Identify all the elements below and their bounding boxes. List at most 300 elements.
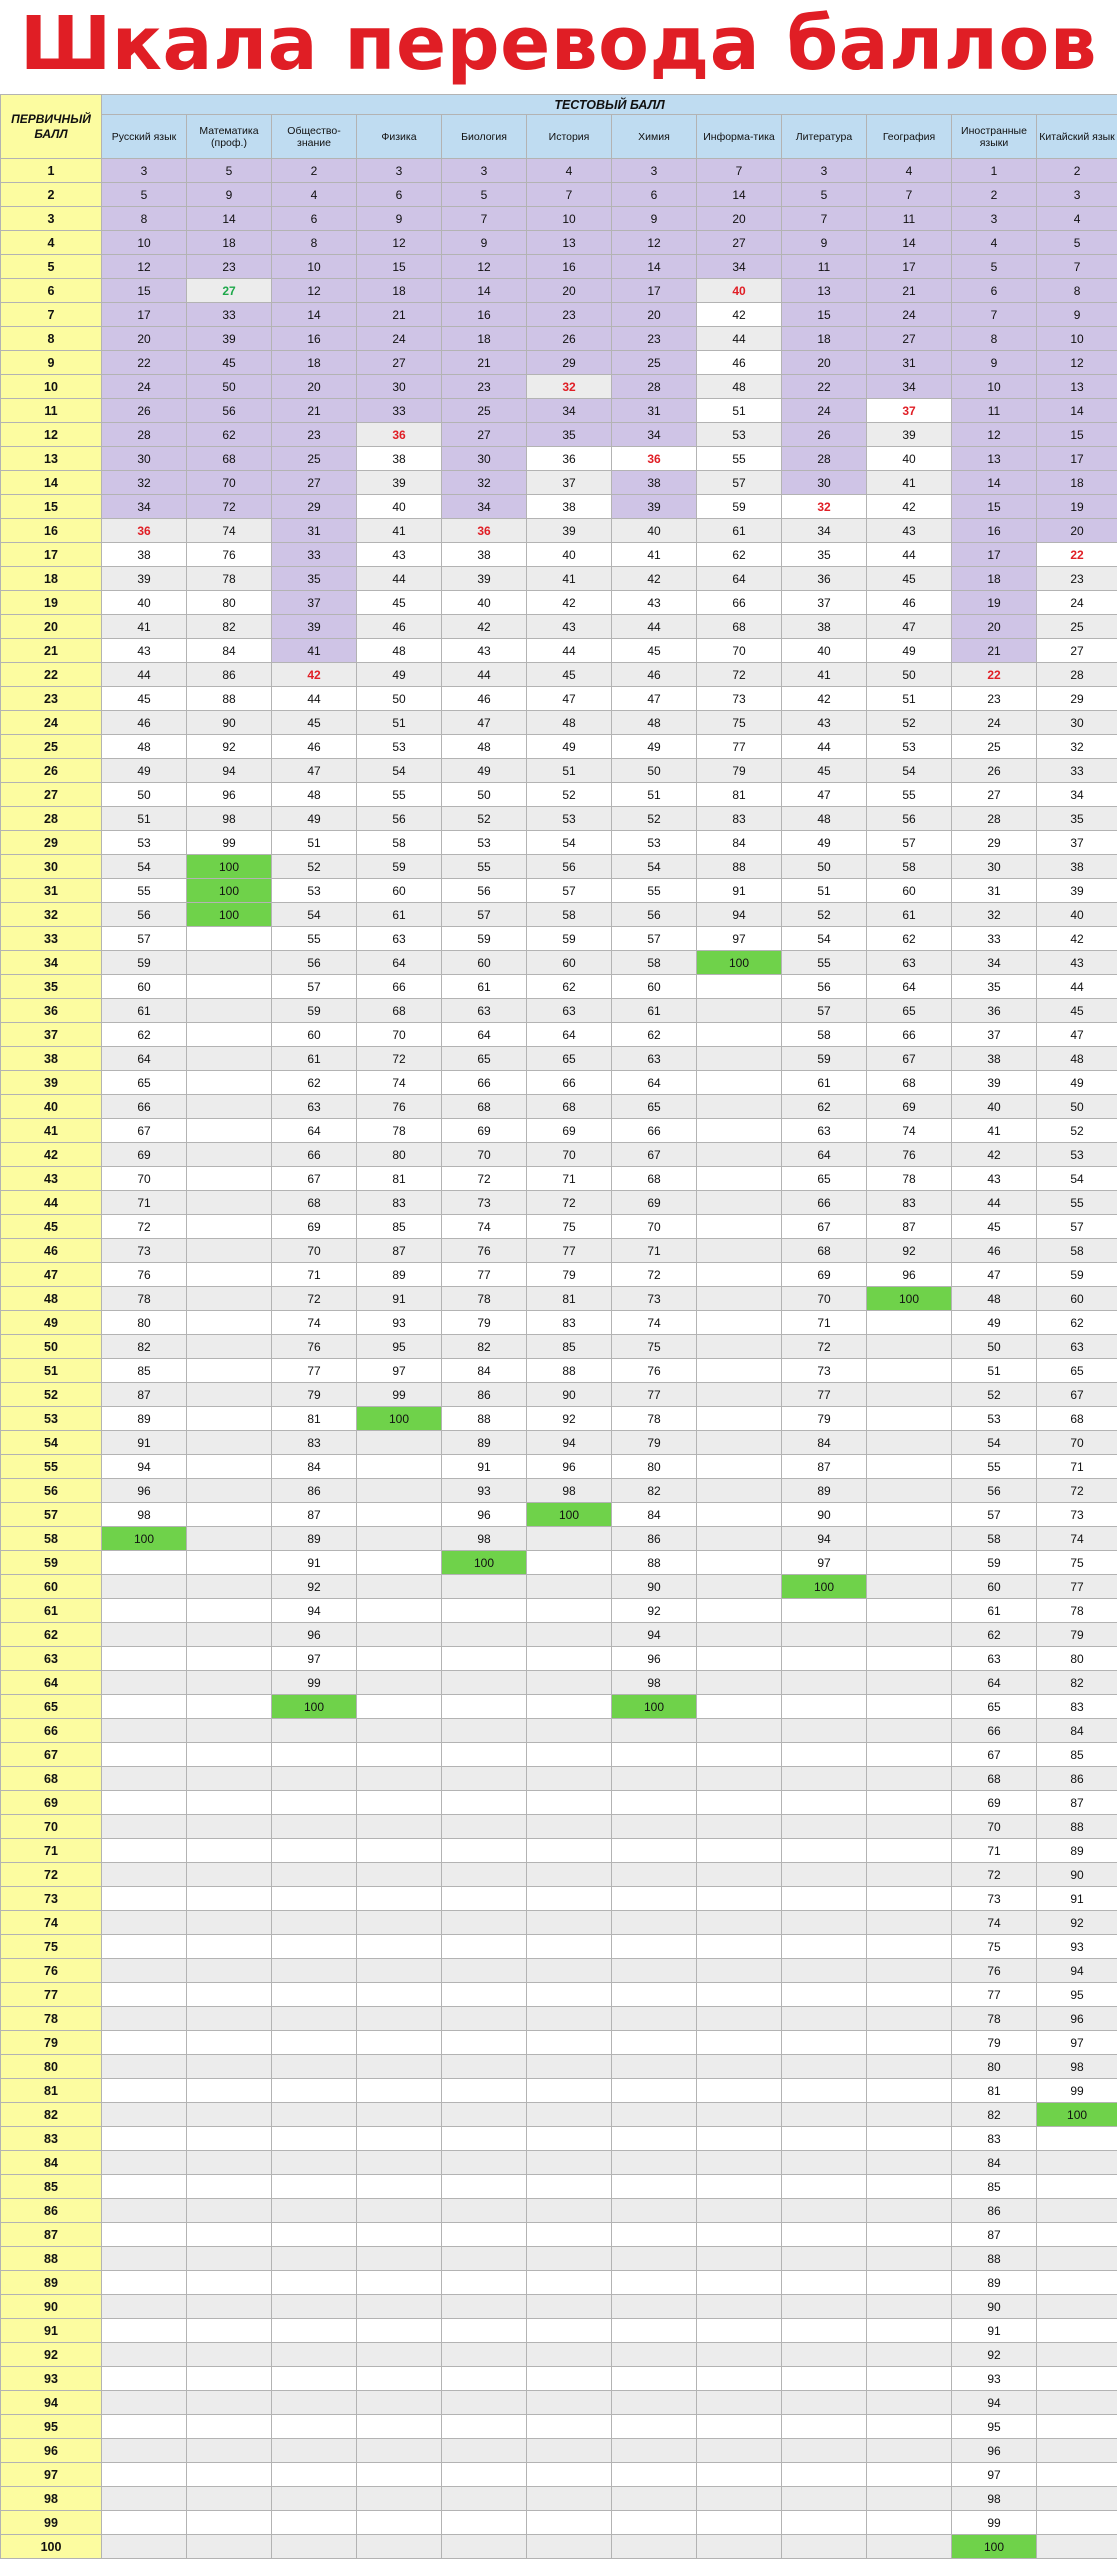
test-score-cell <box>1037 2247 1117 2271</box>
table-row <box>1 1383 1117 1407</box>
test-score-cell: 22 <box>952 663 1037 687</box>
test-score-cell <box>527 1623 612 1647</box>
test-score-cell: 96 <box>527 1455 612 1479</box>
test-score-cell <box>527 1743 612 1767</box>
primary-score-cell: 57 <box>1 1503 102 1527</box>
test-score-cell: 78 <box>442 1287 527 1311</box>
test-score-cell <box>612 1839 697 1863</box>
test-score-cell: 48 <box>442 735 527 759</box>
test-score-cell <box>612 1767 697 1791</box>
test-score-cell <box>272 1935 357 1959</box>
test-score-cell: 10 <box>102 231 187 255</box>
test-score-cell: 54 <box>272 903 357 927</box>
test-score-cell: 78 <box>612 1407 697 1431</box>
table-row <box>1 1695 1117 1719</box>
test-score-cell <box>697 1503 782 1527</box>
primary-score-cell: 41 <box>1 1119 102 1143</box>
test-score-cell: 78 <box>102 1287 187 1311</box>
test-score-cell: 57 <box>1037 1215 1117 1239</box>
test-score-cell <box>442 2199 527 2223</box>
test-score-cell: 54 <box>527 831 612 855</box>
test-score-cell: 10 <box>1037 327 1117 351</box>
test-score-cell <box>782 2007 867 2031</box>
test-score-cell <box>1037 2415 1117 2439</box>
test-score-cell: 66 <box>442 1071 527 1095</box>
test-score-cell: 51 <box>612 783 697 807</box>
test-score-cell <box>782 2319 867 2343</box>
test-score-cell: 41 <box>357 519 442 543</box>
test-score-cell: 17 <box>612 279 697 303</box>
test-score-cell <box>442 2391 527 2415</box>
table-row <box>1 2175 1117 2199</box>
table-row <box>1 1071 1117 1095</box>
test-score-cell <box>187 951 272 975</box>
test-score-cell <box>697 1647 782 1671</box>
test-score-cell <box>357 2151 442 2175</box>
test-score-cell <box>612 1743 697 1767</box>
test-score-cell: 45 <box>1037 999 1117 1023</box>
primary-score-cell: 19 <box>1 591 102 615</box>
test-score-cell <box>187 1887 272 1911</box>
test-score-cell: 76 <box>612 1359 697 1383</box>
primary-score-cell: 49 <box>1 1311 102 1335</box>
test-score-cell <box>867 2247 952 2271</box>
test-score-cell: 49 <box>867 639 952 663</box>
primary-score-cell: 94 <box>1 2391 102 2415</box>
test-score-cell <box>102 2127 187 2151</box>
test-score-cell <box>867 2343 952 2367</box>
test-score-cell <box>697 1863 782 1887</box>
test-score-cell: 56 <box>867 807 952 831</box>
test-score-cell: 76 <box>867 1143 952 1167</box>
test-score-cell: 7 <box>867 183 952 207</box>
test-score-cell: 87 <box>1037 1791 1117 1815</box>
test-score-cell <box>102 2103 187 2127</box>
test-score-cell: 26 <box>102 399 187 423</box>
test-score-cell <box>357 1815 442 1839</box>
test-score-cell <box>612 1959 697 1983</box>
test-score-cell: 68 <box>612 1167 697 1191</box>
subject-header: Китайский язык <box>1037 115 1117 159</box>
test-score-cell: 70 <box>697 639 782 663</box>
test-score-cell <box>442 2415 527 2439</box>
test-score-cell <box>612 2031 697 2055</box>
table-row <box>1 399 1117 423</box>
test-score-cell: 100 <box>187 879 272 903</box>
primary-score-cell: 88 <box>1 2247 102 2271</box>
table-row <box>1 1983 1117 2007</box>
test-score-cell <box>612 2415 697 2439</box>
test-score-cell: 14 <box>442 279 527 303</box>
subject-header: Физика <box>357 115 442 159</box>
test-score-cell: 38 <box>442 543 527 567</box>
primary-score-cell: 5 <box>1 255 102 279</box>
test-score-cell <box>867 1527 952 1551</box>
test-score-cell: 28 <box>612 375 697 399</box>
table-row <box>1 1935 1117 1959</box>
test-score-cell: 56 <box>782 975 867 999</box>
test-score-cell <box>782 2103 867 2127</box>
test-score-cell <box>357 1839 442 1863</box>
test-score-cell <box>102 1671 187 1695</box>
test-score-cell: 67 <box>612 1143 697 1167</box>
test-score-cell: 77 <box>1037 1575 1117 1599</box>
primary-score-cell: 96 <box>1 2439 102 2463</box>
table-row <box>1 759 1117 783</box>
subject-header: Химия <box>612 115 697 159</box>
test-score-cell: 80 <box>1037 1647 1117 1671</box>
test-score-cell: 42 <box>272 663 357 687</box>
primary-score-cell: 72 <box>1 1863 102 1887</box>
test-score-cell: 91 <box>272 1551 357 1575</box>
test-score-cell <box>867 2055 952 2079</box>
test-score-cell: 27 <box>867 327 952 351</box>
test-score-cell: 28 <box>952 807 1037 831</box>
test-score-cell: 34 <box>782 519 867 543</box>
test-score-cell: 91 <box>102 1431 187 1455</box>
test-score-cell <box>612 2127 697 2151</box>
test-score-cell <box>442 1623 527 1647</box>
primary-score-cell: 64 <box>1 1671 102 1695</box>
test-score-cell: 14 <box>187 207 272 231</box>
test-score-cell: 100 <box>187 855 272 879</box>
test-score-cell <box>102 2151 187 2175</box>
test-score-cell <box>187 2535 272 2559</box>
test-score-cell <box>782 2079 867 2103</box>
test-score-cell <box>697 1383 782 1407</box>
test-score-cell: 53 <box>697 423 782 447</box>
test-score-cell: 36 <box>612 447 697 471</box>
test-score-cell: 50 <box>867 663 952 687</box>
test-score-cell <box>187 1791 272 1815</box>
test-score-cell: 5 <box>952 255 1037 279</box>
test-score-cell <box>357 1959 442 1983</box>
test-score-cell: 53 <box>357 735 442 759</box>
test-score-cell <box>102 2199 187 2223</box>
table-row <box>1 1167 1117 1191</box>
test-score-cell: 41 <box>612 543 697 567</box>
test-score-cell: 59 <box>782 1047 867 1071</box>
test-score-cell: 72 <box>442 1167 527 1191</box>
test-score-cell: 12 <box>357 231 442 255</box>
test-score-cell: 32 <box>1037 735 1117 759</box>
test-score-cell <box>867 1911 952 1935</box>
test-score-cell <box>102 1863 187 1887</box>
test-score-cell: 12 <box>612 231 697 255</box>
test-score-cell <box>697 2295 782 2319</box>
test-score-cell: 97 <box>357 1359 442 1383</box>
test-score-cell: 85 <box>952 2175 1037 2199</box>
test-score-cell: 50 <box>1037 1095 1117 1119</box>
test-score-cell <box>782 1671 867 1695</box>
test-score-cell: 96 <box>612 1647 697 1671</box>
test-score-cell: 40 <box>952 1095 1037 1119</box>
test-score-cell: 99 <box>187 831 272 855</box>
test-score-cell <box>272 2079 357 2103</box>
test-score-cell: 49 <box>102 759 187 783</box>
test-score-cell <box>612 2007 697 2031</box>
primary-score-cell: 87 <box>1 2223 102 2247</box>
test-score-cell <box>442 2151 527 2175</box>
test-score-cell <box>187 1311 272 1335</box>
primary-score-cell: 44 <box>1 1191 102 1215</box>
test-score-cell: 54 <box>102 855 187 879</box>
test-score-cell: 83 <box>697 807 782 831</box>
table-row <box>1 327 1117 351</box>
test-score-cell: 98 <box>1037 2055 1117 2079</box>
test-score-cell: 36 <box>357 423 442 447</box>
table-row <box>1 783 1117 807</box>
test-score-cell: 52 <box>442 807 527 831</box>
primary-score-cell: 90 <box>1 2295 102 2319</box>
test-score-cell: 58 <box>1037 1239 1117 1263</box>
test-score-cell <box>187 1479 272 1503</box>
primary-score-cell: 78 <box>1 2007 102 2031</box>
test-score-cell <box>527 1575 612 1599</box>
test-score-cell: 41 <box>867 471 952 495</box>
test-score-cell <box>102 1791 187 1815</box>
test-score-cell: 43 <box>867 519 952 543</box>
test-score-cell: 3 <box>952 207 1037 231</box>
primary-score-cell: 74 <box>1 1911 102 1935</box>
test-score-cell: 62 <box>1037 1311 1117 1335</box>
test-score-cell <box>187 2511 272 2535</box>
test-score-cell: 56 <box>357 807 442 831</box>
test-score-cell <box>102 2223 187 2247</box>
test-score-cell: 64 <box>867 975 952 999</box>
test-score-cell: 18 <box>442 327 527 351</box>
primary-score-cell: 97 <box>1 2463 102 2487</box>
test-score-cell: 36 <box>442 519 527 543</box>
test-score-cell <box>442 2439 527 2463</box>
primary-score-cell: 68 <box>1 1767 102 1791</box>
test-score-cell: 57 <box>697 471 782 495</box>
test-score-cell <box>357 1791 442 1815</box>
test-score-cell: 94 <box>272 1599 357 1623</box>
test-score-cell <box>1037 2295 1117 2319</box>
test-score-cell: 48 <box>782 807 867 831</box>
test-score-cell: 12 <box>1037 351 1117 375</box>
test-score-cell: 85 <box>102 1359 187 1383</box>
test-score-cell <box>357 2511 442 2535</box>
test-score-cell: 93 <box>1037 1935 1117 1959</box>
test-score-cell <box>1037 2535 1117 2559</box>
test-score-cell: 48 <box>102 735 187 759</box>
test-score-cell <box>187 2391 272 2415</box>
test-score-cell: 60 <box>527 951 612 975</box>
test-score-cell: 62 <box>612 1023 697 1047</box>
test-score-cell: 53 <box>272 879 357 903</box>
test-score-cell <box>187 1863 272 1887</box>
table-row <box>1 663 1117 687</box>
test-score-cell: 79 <box>952 2031 1037 2055</box>
test-score-cell <box>782 1839 867 1863</box>
test-score-cell <box>867 1743 952 1767</box>
table-row <box>1 1143 1117 1167</box>
test-score-cell: 45 <box>952 1215 1037 1239</box>
test-score-cell: 6 <box>612 183 697 207</box>
test-score-cell <box>527 2487 612 2511</box>
test-score-cell <box>697 2079 782 2103</box>
test-score-cell: 84 <box>782 1431 867 1455</box>
test-score-cell: 72 <box>272 1287 357 1311</box>
test-score-cell: 47 <box>952 1263 1037 1287</box>
test-score-cell <box>272 2031 357 2055</box>
test-score-cell <box>612 1815 697 1839</box>
test-score-cell: 3 <box>782 159 867 183</box>
test-score-cell <box>102 1815 187 1839</box>
test-score-cell <box>357 1983 442 2007</box>
test-score-cell <box>527 1767 612 1791</box>
test-score-cell: 67 <box>867 1047 952 1071</box>
test-score-cell <box>187 1455 272 1479</box>
test-score-cell: 94 <box>952 2391 1037 2415</box>
test-score-cell: 3 <box>357 159 442 183</box>
test-score-cell: 61 <box>612 999 697 1023</box>
test-score-cell: 14 <box>1037 399 1117 423</box>
primary-score-cell: 48 <box>1 1287 102 1311</box>
table-row <box>1 951 1117 975</box>
test-score-cell <box>782 2271 867 2295</box>
test-score-cell: 61 <box>102 999 187 1023</box>
test-score-cell: 12 <box>272 279 357 303</box>
test-score-cell: 49 <box>527 735 612 759</box>
test-score-cell: 11 <box>952 399 1037 423</box>
test-score-cell: 57 <box>102 927 187 951</box>
test-score-cell <box>1037 2439 1117 2463</box>
test-score-cell <box>782 2295 867 2319</box>
test-score-cell: 66 <box>102 1095 187 1119</box>
test-score-cell: 55 <box>782 951 867 975</box>
test-score-cell <box>357 1599 442 1623</box>
table-row <box>1 207 1117 231</box>
test-score-cell: 40 <box>442 591 527 615</box>
test-score-cell <box>102 2031 187 2055</box>
test-score-cell <box>187 2247 272 2271</box>
test-score-cell <box>187 2271 272 2295</box>
test-score-cell <box>782 2223 867 2247</box>
test-score-cell <box>697 1287 782 1311</box>
primary-score-cell: 16 <box>1 519 102 543</box>
test-score-cell <box>357 1767 442 1791</box>
test-score-cell: 13 <box>952 447 1037 471</box>
test-score-cell: 34 <box>697 255 782 279</box>
primary-score-cell: 100 <box>1 2535 102 2559</box>
test-score-cell <box>697 2367 782 2391</box>
table-row <box>1 1743 1117 1767</box>
test-score-cell: 58 <box>867 855 952 879</box>
test-score-cell: 34 <box>612 423 697 447</box>
test-score-cell: 96 <box>272 1623 357 1647</box>
test-score-cell <box>782 2367 867 2391</box>
test-score-cell: 71 <box>272 1263 357 1287</box>
test-score-cell <box>442 1695 527 1719</box>
test-score-cell <box>697 2175 782 2199</box>
test-score-cell <box>272 2295 357 2319</box>
test-score-cell <box>357 2055 442 2079</box>
test-score-cell <box>357 2439 442 2463</box>
test-score-cell <box>187 1719 272 1743</box>
test-score-cell: 50 <box>102 783 187 807</box>
test-score-cell <box>357 1527 442 1551</box>
test-score-cell: 73 <box>697 687 782 711</box>
test-score-cell: 47 <box>442 711 527 735</box>
test-score-cell: 92 <box>952 2343 1037 2367</box>
test-score-cell: 44 <box>102 663 187 687</box>
test-score-cell: 22 <box>782 375 867 399</box>
test-score-cell <box>272 2127 357 2151</box>
table-row <box>1 1839 1117 1863</box>
test-score-cell <box>442 2127 527 2151</box>
test-score-cell: 40 <box>867 447 952 471</box>
test-score-cell: 60 <box>952 1575 1037 1599</box>
subject-header: География <box>867 115 952 159</box>
test-score-cell <box>272 1743 357 1767</box>
primary-score-cell: 79 <box>1 2031 102 2055</box>
test-score-cell: 7 <box>1037 255 1117 279</box>
test-score-cell <box>527 1791 612 1815</box>
test-score-cell: 41 <box>527 567 612 591</box>
test-score-cell: 89 <box>357 1263 442 1287</box>
test-score-cell <box>612 2199 697 2223</box>
test-score-cell: 51 <box>867 687 952 711</box>
test-score-cell: 18 <box>187 231 272 255</box>
test-score-cell <box>527 2247 612 2271</box>
test-score-cell: 46 <box>867 591 952 615</box>
test-score-cell: 72 <box>697 663 782 687</box>
primary-score-cell: 85 <box>1 2175 102 2199</box>
test-score-cell <box>272 1959 357 1983</box>
test-score-cell: 40 <box>102 591 187 615</box>
test-score-cell <box>697 2271 782 2295</box>
test-score-cell <box>867 1479 952 1503</box>
test-score-cell: 79 <box>442 1311 527 1335</box>
test-score-cell: 100 <box>1037 2103 1117 2127</box>
test-score-cell <box>527 1647 612 1671</box>
primary-score-cell: 60 <box>1 1575 102 1599</box>
test-score-cell: 54 <box>612 855 697 879</box>
test-score-cell <box>697 999 782 1023</box>
test-score-cell: 20 <box>272 375 357 399</box>
test-score-cell: 58 <box>782 1023 867 1047</box>
primary-score-cell: 52 <box>1 1383 102 1407</box>
test-score-cell <box>187 1215 272 1239</box>
test-score-cell: 25 <box>272 447 357 471</box>
test-score-cell <box>102 1743 187 1767</box>
test-score-cell: 81 <box>272 1407 357 1431</box>
test-score-cell: 55 <box>442 855 527 879</box>
table-row <box>1 2199 1117 2223</box>
test-score-cell: 66 <box>612 1119 697 1143</box>
test-score-cell <box>442 2175 527 2199</box>
test-score-cell <box>272 2271 357 2295</box>
test-score-cell: 43 <box>612 591 697 615</box>
test-score-cell <box>102 2487 187 2511</box>
primary-score-cell: 42 <box>1 1143 102 1167</box>
test-score-cell: 48 <box>697 375 782 399</box>
test-score-cell: 100 <box>187 903 272 927</box>
table-row <box>1 2343 1117 2367</box>
test-score-cell <box>867 1935 952 1959</box>
test-score-cell: 65 <box>952 1695 1037 1719</box>
test-score-cell <box>1037 2319 1117 2343</box>
test-score-cell: 47 <box>1037 1023 1117 1047</box>
table-row <box>1 279 1117 303</box>
test-score-cell <box>527 2103 612 2127</box>
test-score-cell: 7 <box>527 183 612 207</box>
test-score-cell: 95 <box>357 1335 442 1359</box>
test-score-cell: 79 <box>1037 1623 1117 1647</box>
